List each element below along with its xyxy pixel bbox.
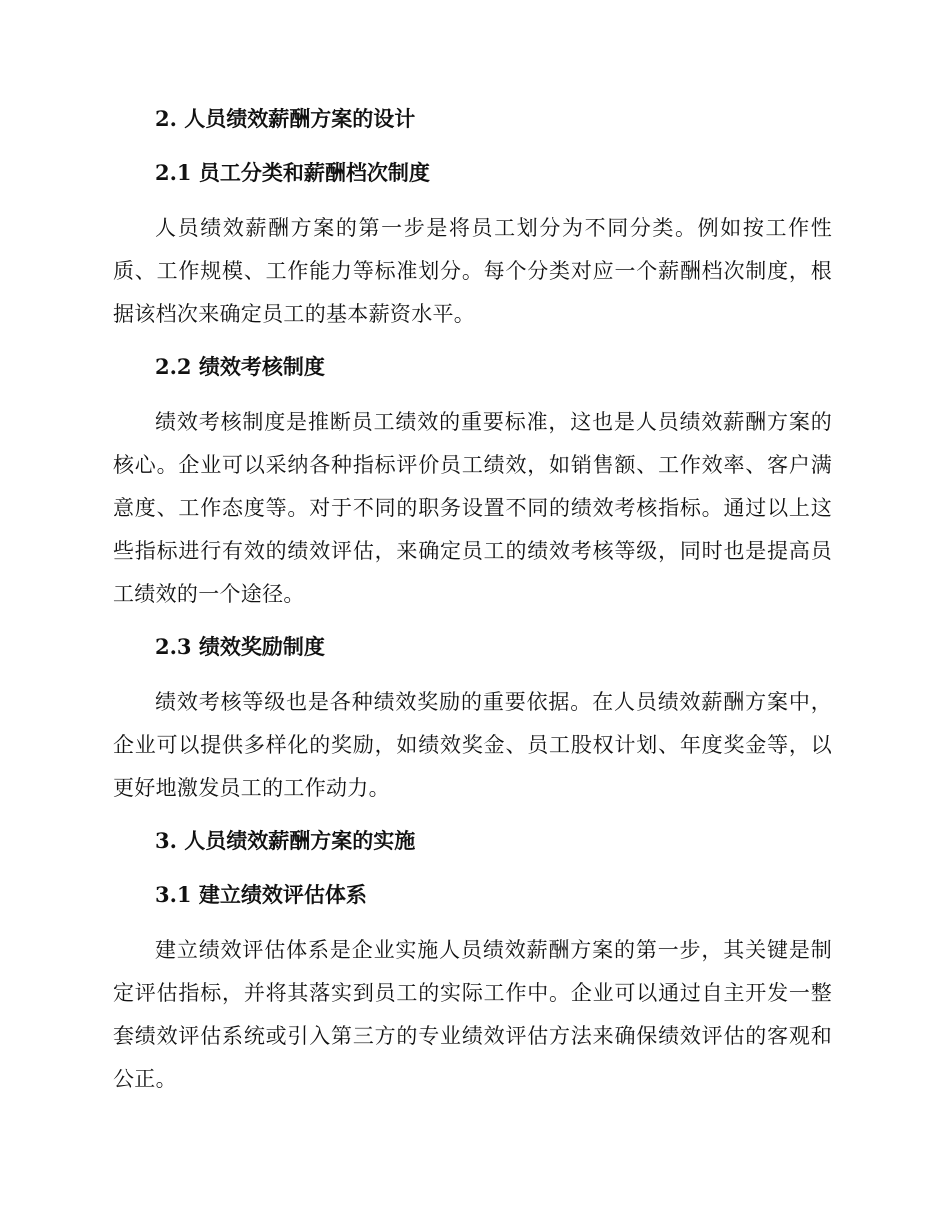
subsection-heading-2-1: 2.1 员工分类和薪酬档次制度: [155, 160, 430, 185]
section-heading-2: 2. 人员绩效薪酬方案的设计: [155, 106, 416, 131]
paragraph-2-2: 绩效考核制度是推断员工绩效的重要标准，这也是人员绩效薪酬方案的核心。企业可以采纳各种指标评价员工绩效，如销售额、工作效率、客户满意度、工作态度等。对于不同的职务设置不同的绩效考核指标。通过以上这些指标进行有效的绩效评估，来确定员工的绩效考核等级，同时也是提高员工绩效的一个途径。: [113, 410, 832, 606]
subsection-heading-2-2: 2.2 绩效考核制度: [155, 354, 325, 379]
paragraph-3-1: 建立绩效评估体系是企业实施人员绩效薪酬方案的第一步，其关键是制定评估指标，并将其落实到员工的实际工作中。企业可以通过自主开发一整套绩效评估系统或引入第三方的专业绩效评估方法来确保绩效评估的客观和公正。: [113, 938, 832, 1091]
subsection-heading-3-1: 3.1 建立绩效评估体系: [155, 882, 367, 907]
paragraph-2-3: 绩效考核等级也是各种绩效奖励的重要依据。在人员绩效薪酬方案中，企业可以提供多样化的奖励，如绩效奖金、员工股权计划、年度奖金等，以更好地激发员工的工作动力。: [113, 690, 832, 800]
section-heading-3: 3. 人员绩效薪酬方案的实施: [155, 828, 416, 853]
subsection-heading-2-3: 2.3 绩效奖励制度: [155, 634, 325, 659]
paragraph-2-1: 人员绩效薪酬方案的第一步是将员工划分为不同分类。例如按工作性质、工作规模、工作能力等标准划分。每个分类对应一个薪酬档次制度，根据该档次来确定员工的基本薪资水平。: [113, 216, 832, 326]
